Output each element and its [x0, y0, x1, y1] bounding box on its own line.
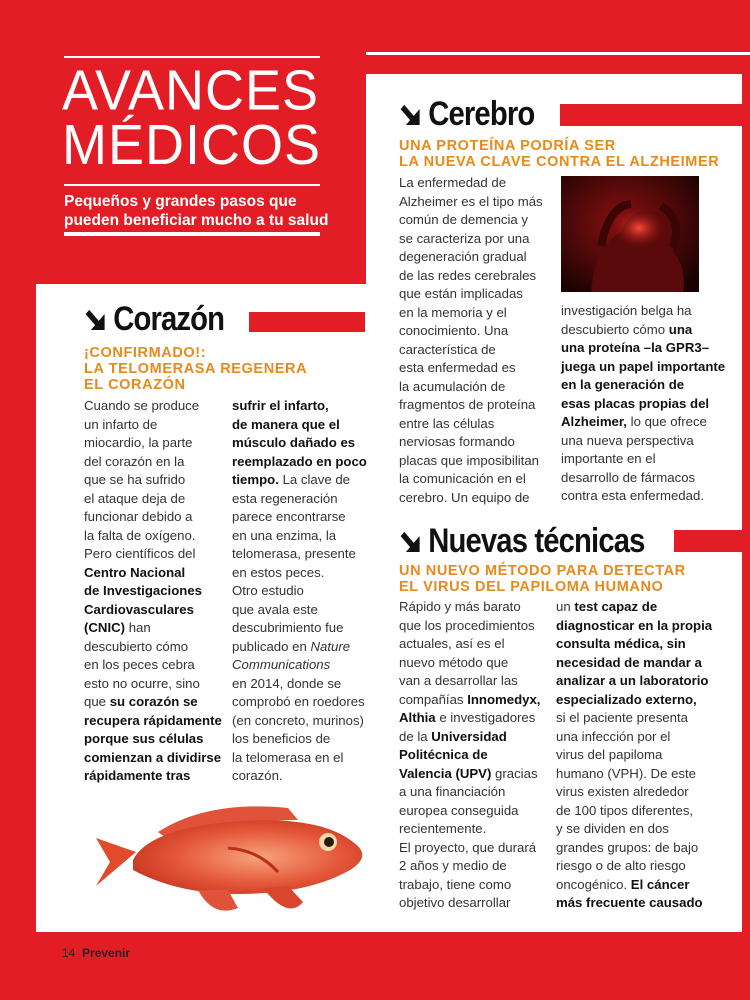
text-line-bold: Universidad: [431, 728, 507, 744]
text-line: Rápido y más barato: [399, 599, 521, 614]
text-run: La clave de: [282, 472, 351, 487]
text-run: un: [556, 599, 571, 614]
text-line: (en concreto, murinos): [232, 712, 364, 728]
text-run: de la: [399, 728, 428, 744]
kicker-tecnicas: [399, 563, 686, 595]
kicker-line: LA TELOMERASA REGENERA: [84, 361, 308, 377]
kicker-line: ¡CONFIRMADO!:: [84, 345, 207, 361]
text-line-bold: test capaz de: [574, 599, 658, 614]
text-line: Alzheimer es el tipo más: [399, 193, 543, 209]
text-line: comprobó en roedores: [232, 694, 365, 709]
text-line: la telomerasa en el: [232, 749, 344, 765]
text-line-bold: recupera rápidamente: [84, 712, 222, 728]
section-title: Cerebro: [428, 95, 535, 133]
text-run: publicado en: [232, 638, 307, 654]
top-rule: [366, 52, 750, 55]
text-line: que están implicadas: [399, 286, 523, 301]
text-line-bold: de manera que el: [232, 416, 340, 432]
text-run: descubierto cómo: [561, 321, 666, 337]
text-line: virus existen alrededor: [556, 784, 689, 799]
text-line-bold: consulta médica, sin: [556, 636, 686, 651]
text-line: objetivo desarrollar: [399, 895, 511, 910]
text-run: oncogénico.: [556, 876, 628, 892]
corazon-column-2: [232, 397, 368, 786]
text-line-bold: comienzan a dividirse: [84, 749, 222, 765]
text-line-bold: una: [668, 321, 693, 337]
text-line: la falta de oxígeno.: [84, 527, 196, 543]
text-line-bold: músculo dañado es: [232, 435, 356, 450]
text-run: gracias: [495, 765, 538, 781]
text-line-bold: una proteína –la GPR3–: [561, 340, 710, 355]
page-title: [62, 59, 362, 177]
text-line: que avala este: [232, 601, 318, 617]
text-run: que: [84, 694, 107, 709]
text-line: miocardio, la parte: [84, 435, 193, 450]
text-line: placas que imposibilitan: [399, 452, 540, 468]
text-line-bold: más frecuente causado: [556, 895, 703, 910]
text-line-bold: Cardiovasculares: [84, 601, 194, 617]
text-line-bold: especializado externo,: [556, 691, 697, 707]
text-line: común de demencia y: [399, 212, 529, 227]
text-line-bold: esas placas propias del: [561, 395, 710, 411]
cerebro-column-2: [561, 302, 741, 506]
text-line: El proyecto, que durará: [399, 839, 537, 855]
kicker-line: UNA PROTEÍNA PODRÍA SER: [399, 138, 616, 154]
text-line: en una enzima, la: [232, 527, 337, 543]
text-line: actuales, así es el: [399, 636, 505, 651]
text-line: esta regeneración: [232, 490, 338, 506]
text-line: nuevo método que: [399, 654, 509, 670]
kicker-line: EL CORAZÓN: [84, 377, 186, 393]
text-run-italic: Nature: [310, 638, 351, 654]
text-line: grandes grupos: de bajo: [556, 839, 699, 855]
text-line: descubierto cómo: [84, 638, 189, 654]
text-line: una nueva perspectiva: [561, 432, 694, 448]
text-run: lo que ofrece: [630, 414, 707, 429]
header-divider: [64, 184, 320, 186]
text-run: e investigadores: [439, 710, 536, 725]
text-line: conocimiento. Una: [399, 323, 509, 338]
magazine-name: Prevenir: [82, 946, 131, 960]
section-title: Nuevas técnicas: [428, 522, 645, 560]
text-line-bold: Centro Nacional: [84, 564, 186, 580]
text-line-bold: Valencia (UPV): [399, 765, 492, 781]
arrow-down-right-icon: [84, 306, 110, 336]
arrow-down-right-icon: [399, 101, 425, 131]
text-line: corazón.: [232, 768, 283, 783]
text-line: 2 años y medio de: [399, 858, 507, 873]
text-line: La enfermedad de: [399, 175, 507, 190]
text-line: desarrollo de fármacos: [561, 469, 696, 485]
text-line: de las redes cerebrales: [399, 267, 537, 283]
text-line: si el paciente presenta: [556, 710, 688, 725]
text-line: Otro estudio: [232, 583, 304, 598]
text-line-bold: Althia: [399, 710, 436, 725]
page-title-line: MÉDICOS: [62, 113, 322, 177]
text-line: telomerasa, presente: [232, 546, 356, 561]
text-line: recientemente.: [399, 821, 487, 836]
text-line: de 100 tipos diferentes,: [556, 802, 694, 818]
text-line-bold: porque sus células: [84, 731, 204, 746]
text-line: van a desarrollar las: [399, 673, 518, 688]
text-line: la acumulación de: [399, 378, 506, 394]
text-line: que los procedimientos: [399, 617, 535, 633]
text-line: en 2014, donde se: [232, 675, 342, 691]
section-heading-tecnicas: [399, 522, 685, 560]
kicker-line: EL VIRUS DEL PAPILOMA HUMANO: [399, 579, 664, 595]
text-line-bold: juega un papel importante: [561, 358, 726, 374]
text-line: investigación belga ha: [561, 303, 692, 318]
text-line: característica de: [399, 341, 496, 357]
text-line: virus del papiloma: [556, 747, 663, 762]
text-line: entre las células: [399, 415, 495, 431]
text-line: cerebro. Un equipo de: [399, 489, 530, 505]
text-line: esto no ocurre, sino: [84, 675, 200, 691]
section-title-bar: [249, 312, 365, 332]
text-line: descubrimiento fue: [232, 620, 344, 635]
text-line-bold: tiempo.: [232, 472, 279, 487]
text-line-bold: diagnosticar en la propia: [556, 617, 713, 633]
text-line: degeneración gradual: [399, 249, 527, 264]
text-line-bold: Politécnica de: [399, 747, 488, 762]
tecnicas-column-1: [399, 598, 549, 913]
text-line: los beneficios de: [232, 731, 331, 746]
kicker-line: UN NUEVO MÉTODO PARA DETECTAR: [399, 563, 686, 579]
text-line: riesgo o de alto riesgo: [556, 858, 686, 873]
text-line: funcionar debido a: [84, 509, 193, 524]
text-line-bold: sufrir el infarto,: [232, 398, 329, 413]
text-line: importante en el: [561, 451, 656, 466]
text-line-bold: El cáncer: [630, 876, 690, 892]
fish-illustration: [88, 790, 378, 925]
section-heading-cerebro: [399, 95, 556, 133]
text-line: contra esta enfermedad.: [561, 488, 704, 503]
headache-photo: [561, 176, 699, 292]
text-line: en los peces cebra: [84, 657, 195, 672]
text-line-bold: analizar a un laboratorio: [556, 673, 709, 688]
text-line: parece encontrarse: [232, 509, 346, 524]
header-divider: [64, 56, 320, 58]
text-line: trabajo, tiene como: [399, 876, 512, 892]
text-line: que se ha sufrido: [84, 472, 186, 487]
text-line: europea conseguida: [399, 802, 519, 818]
text-line-bold: Innomedyx,: [467, 691, 541, 707]
text-line: un infarto de: [84, 416, 158, 432]
text-line: una infección por el: [556, 728, 671, 744]
section-title-bar: [560, 104, 750, 126]
page-title-line: AVANCES: [62, 59, 320, 123]
text-line: el ataque deja de: [84, 490, 186, 506]
text-run: han: [128, 620, 151, 635]
text-line-bold: (CNIC): [84, 620, 126, 635]
tecnicas-column-2: [556, 598, 742, 913]
page-subtitle-line: Pequeños y grandes pasos que: [64, 193, 297, 210]
kicker-line: LA NUEVA CLAVE CONTRA EL ALZHEIMER: [399, 154, 720, 170]
text-line-bold: en la generación de: [561, 377, 685, 392]
text-run: compañías: [399, 691, 464, 707]
arrow-down-right-icon: [399, 528, 425, 558]
text-line: del corazón en la: [84, 453, 185, 469]
page-footer: [62, 946, 130, 960]
text-line-bold: rápidamente tras: [84, 768, 191, 783]
text-line: humano (VPH). De este: [556, 765, 696, 781]
text-line: Cuando se produce: [84, 398, 200, 413]
text-line: en estos peces.: [232, 564, 325, 580]
section-heading-corazon: [84, 300, 247, 338]
section-title-bar: [674, 530, 750, 552]
cerebro-column-1: [399, 174, 549, 507]
text-line: nerviosas formando: [399, 434, 515, 449]
corazon-column-1: [84, 397, 224, 786]
text-line: fragmentos de proteína: [399, 397, 536, 412]
section-title: Corazón: [113, 300, 225, 338]
page-number: 14: [62, 946, 76, 960]
header-divider: [64, 232, 320, 236]
text-run-italic: Communications: [232, 657, 331, 672]
text-line-bold: Alzheimer,: [561, 414, 627, 429]
text-line: Pero científicos del: [84, 546, 196, 561]
text-line-bold: de Investigaciones: [84, 583, 202, 598]
text-line-bold: reemplazado en poco: [232, 453, 367, 469]
page-subtitle-line: pueden beneficiar mucho a tu salud: [64, 212, 329, 229]
text-line: se caracteriza por una: [399, 230, 530, 246]
text-line: esta enfermedad es: [399, 360, 516, 375]
text-line-bold: su corazón se: [109, 694, 198, 709]
text-line: la comunicación en el: [399, 471, 526, 486]
page-subtitle: [64, 192, 364, 230]
text-line: en la memoria y el: [399, 304, 507, 320]
text-line-bold: necesidad de mandar a: [556, 654, 702, 670]
kicker-corazon: [84, 345, 307, 393]
text-line: a una financiación: [399, 784, 506, 799]
text-line: y se dividen en dos: [556, 821, 669, 836]
kicker-cerebro: [399, 138, 719, 170]
